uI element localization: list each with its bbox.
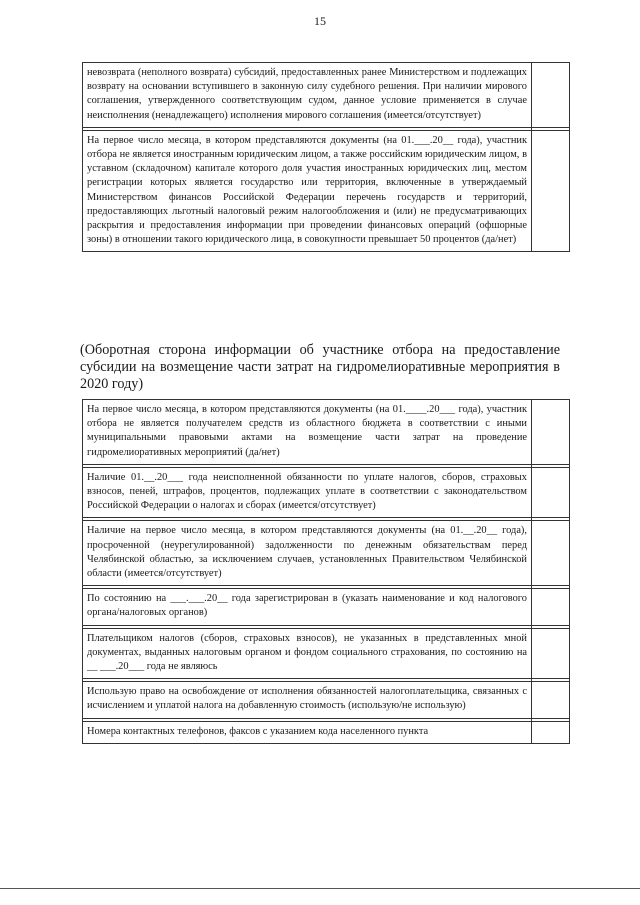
answer-cell[interactable] xyxy=(532,130,570,252)
condition-text: По состоянию на ___.___.20__ года зарегистрирован в (указать наименование и код налогового органа/налоговых органов) xyxy=(83,589,532,625)
table-row xyxy=(83,628,570,679)
answer-cell[interactable] xyxy=(532,628,570,679)
page-number: 15 xyxy=(314,14,326,28)
table-row xyxy=(83,521,570,586)
condition-text: Наличие на первое число месяца, в котором представляются документы (на 01.__.20__ года), просроченной (неурегулированной) задолженности по денежным обязательствам перед Челябинской областью, за исключением случаев, установленных Правительством Челябинской области (имеется/отсутствует) xyxy=(83,521,532,586)
table-row xyxy=(83,721,570,743)
info-table-bottom xyxy=(82,399,570,744)
answer-cell[interactable] xyxy=(532,589,570,625)
table-row xyxy=(83,400,570,465)
table-row xyxy=(83,467,570,518)
table-row xyxy=(83,63,570,128)
condition-text: Плательщиком налогов (сборов, страховых взносов), не указанных в представленных мной документах, выданных налоговым органом и фондом социального страхования, по состоянию на __ ___.20___ года не являюсь xyxy=(83,628,532,679)
table-row xyxy=(83,682,570,718)
section-heading: (Оборотная сторона информации об участнике отбора на предоставление субсидии на возмещение части затрат на гидромелиоративные мероприятия в 2020 году) xyxy=(80,342,560,392)
table-row xyxy=(83,589,570,625)
page-bottom-rule xyxy=(0,888,640,889)
condition-text: На первое число месяца, в котором представляются документы (на 01.____.20___ года), участник отбора не является получателем средств из областного бюджета в соответствии с иными муниципальными правовыми актами на возмещение части затрат на проведение гидромелиоративных мероприятий (да/нет) xyxy=(83,400,532,465)
answer-cell[interactable] xyxy=(532,63,570,128)
answer-cell[interactable] xyxy=(532,721,570,743)
condition-text: невозврата (неполного возврата) субсидий, предоставленных ранее Министерством и подлежащих возврату на основании вступившего в законную силу судебного решения. При наличии мирового соглашения, утвержденного соответствующим судом, данное условие применяется в случае неисполнения (ненадлежащего) исполнения мирового соглашения (имеется/отсутствует) xyxy=(83,63,532,128)
condition-text: Номера контактных телефонов, факсов с указанием кода населенного пункта xyxy=(83,721,532,743)
info-table-top xyxy=(82,62,570,252)
answer-cell[interactable] xyxy=(532,467,570,518)
table-row xyxy=(83,130,570,252)
answer-cell[interactable] xyxy=(532,682,570,718)
condition-text: Использую право на освобождение от исполнения обязанностей налогоплательщика, связанных с исчислением и уплатой налога на добавленную стоимость (использую/не использую) xyxy=(83,682,532,718)
condition-text: Наличие 01.__.20___ года неисполненной обязанности по уплате налогов, сборов, страховых взносов, пеней, штрафов, процентов, подлежащих уплате в соответствии с законодательством Российской Федерации о налогах и сборах (имеется/отсутствует) xyxy=(83,467,532,518)
answer-cell[interactable] xyxy=(532,521,570,586)
condition-text: На первое число месяца, в котором представляются документы (на 01.___.20__ года), участник отбора не является иностранным юридическим лицом, а также российским юридическим лицом, в уставном (складочном) капитале которого доля участия иностранных юридических лиц, местом регистрации которых является государство или территория, включенные в утверждаемый Министерством финансов Российской Федерации перечень государств и территорий, предоставляющих льготный налоговый режим налогообложения и (или) не предусматривающих раскрытия и предоставления информации при проведении финансовых операций (офшорные зоны) в отношении такого юридического лица, в совокупности превышает 50 процентов (да/нет) xyxy=(83,130,532,252)
answer-cell[interactable] xyxy=(532,400,570,465)
